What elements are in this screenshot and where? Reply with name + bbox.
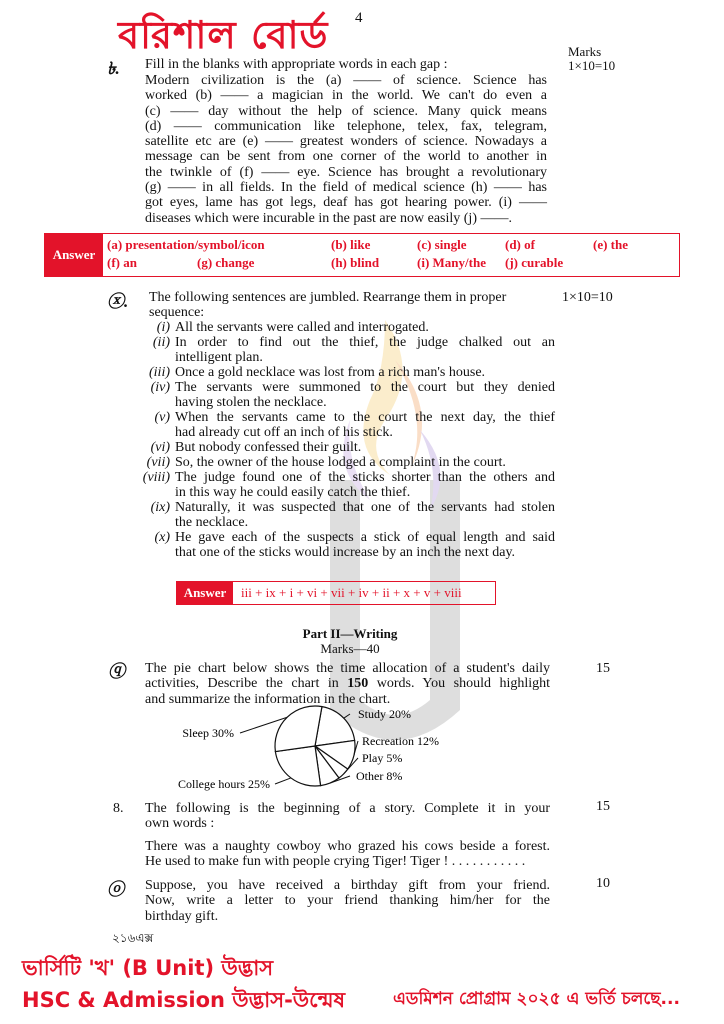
q7-item-text: So, the owner of the house lodged a complaint in the court. <box>175 455 506 470</box>
q-pie-line: The pie chart below shows the time allocation of a student's daily <box>145 661 550 676</box>
q7-item-number: (vi) <box>150 440 170 455</box>
q6-answer-item: (c) single <box>417 237 467 252</box>
q6-answer-item: (f) an <box>107 255 137 270</box>
q7-item-text: that one of the sticks would increase by an inch the next day. <box>175 545 516 560</box>
q7-item-number: (vii) <box>146 455 170 470</box>
pie-leader-line <box>275 778 291 784</box>
q7-answer-box <box>176 581 496 605</box>
q6-passage-line: got eyes, lame has got legs, deaf has got hearing power. (i) —— <box>145 195 547 211</box>
q7-item-text: All the servants were called and interrogated. <box>175 320 429 335</box>
q6-answer-item: (i) Many/the <box>417 255 486 270</box>
footer-line-1: ভার্সিটি 'খ' (B Unit) উদ্ভাস <box>22 956 274 980</box>
q6-passage-line: (c) —— day without the help of science. Many quick means <box>145 103 547 119</box>
q-pie-number: ⓠ <box>108 662 125 681</box>
q7-item-number: (x) <box>154 530 170 545</box>
q9-number: ⓞ <box>107 880 124 899</box>
pie-slice-label: College hours 25% <box>178 777 270 791</box>
q7-item-text: had already cut off an inch of his stick. <box>175 425 393 440</box>
q6-answer-item: (e) the <box>593 237 629 252</box>
q6-answer-item: (h) blind <box>331 255 380 270</box>
q6-answer-item: (a) presentation/symbol/icon <box>107 237 265 252</box>
q7-item-text: He gave each of the suspects a stick of equal length and said <box>175 530 555 545</box>
q7-item-text: intelligent plan. <box>175 350 263 365</box>
q7-item-number: (v) <box>154 410 170 425</box>
q6-passage-line: worked (b) —— a magician in the world. We can't do even a <box>145 88 547 104</box>
q7-item-number: (viii) <box>142 470 170 485</box>
q8-text-line: own words : <box>145 816 215 832</box>
q6-passage-line: (g) —— in all fields. In the field of medical science (h) —— has <box>145 180 547 196</box>
bold-word-count: 150 <box>347 676 369 692</box>
q7-item-text: Once a gold necklace was lost from a rich man's house. <box>175 365 486 380</box>
q6-passage-line: Modern civilization is the (a) —— of science. Science has <box>145 73 547 88</box>
q7-item-text: The judge found one of the sticks shorter than the others and <box>175 470 555 485</box>
q6-answer-item: (g) change <box>197 255 255 270</box>
footer-promo: এডমিশন প্রোগ্রাম ২০২৫ এ ভর্তি চলছে... <box>393 989 680 1009</box>
page-number: 4 <box>355 10 363 26</box>
q6-passage-line: satellite etc are (e) —— greatest wonders of science. Nowadays a <box>145 134 547 150</box>
q8-story-line: He used to make fun with people crying Tiger! Tiger ! . . . . . . . . . . . <box>145 854 526 870</box>
q6-passage-line: the twinkle of (f) —— eye. Science has brought a revolutionary <box>145 164 547 180</box>
q6-instruction: Fill in the blanks with appropriate words in each gap : <box>145 57 448 72</box>
q7-instruction-2: sequence: <box>149 305 205 320</box>
q7-item-number: (ix) <box>150 500 170 515</box>
part2-title: Part II—Writing <box>302 626 398 641</box>
q6-passage <box>145 73 547 226</box>
q9-text-line: Now, write a letter to your friend thanking him/her for the <box>145 893 550 909</box>
q8-story <box>145 839 550 870</box>
paper-code: ২১৬এক্স <box>112 931 154 945</box>
q8-text <box>145 801 550 832</box>
q7-instruction: The following sentences are jumbled. Rearrange them in proper <box>149 290 507 305</box>
footer-line-2: HSC & Admission উদ্ভাস-উন্মেষ <box>22 988 346 1012</box>
q7-item-text: having stolen the necklace. <box>175 395 327 410</box>
pie-slice-label: Other 8% <box>356 769 403 783</box>
q7-item-text: When the servants came to the court the next day, the thief <box>175 410 555 425</box>
q7-number: ⓧ. <box>107 292 129 311</box>
q8-text-line: The following is the beginning of a story. Complete it in your <box>145 801 550 816</box>
part2-marks: Marks—40 <box>320 641 380 656</box>
q7-item-text: the necklace. <box>175 515 249 530</box>
q6-passage-line: message can be sent from one corner of the world to another in <box>145 149 547 165</box>
board-title: বরিশাল বোর্ড <box>118 13 329 57</box>
pie-slice-label: Study 20% <box>358 707 412 721</box>
pie-slice <box>275 746 320 786</box>
q-pie-marks: 15 <box>596 661 610 676</box>
q6-answer-item: (b) like <box>331 237 371 252</box>
pie-slice-label: Recreation 12% <box>362 734 439 748</box>
q6-passage-line: (d) —— communication like telephone, telex, fax, telegram, <box>145 118 547 134</box>
pie-slice <box>275 706 322 752</box>
q9-marks: 10 <box>596 876 610 891</box>
q6-answer-grid <box>103 234 679 276</box>
q6-answer-item: (j) curable <box>505 255 564 270</box>
q7-item-number: (ii) <box>152 335 170 350</box>
q7-item-number: (iv) <box>150 380 170 395</box>
q8-story-line: There was a naughty cowboy who grazed his cows beside a forest. <box>145 839 550 854</box>
q9-text <box>145 878 550 924</box>
q7-item-text: Naturally, it was suspected that one of the servants had stolen <box>175 500 555 515</box>
pie-chart <box>150 700 480 800</box>
q9-text-line: birthday gift. <box>145 908 219 924</box>
q7-marks: 1×10=10 <box>562 290 613 305</box>
q7-item-text: The servants were summoned to the court but they denied <box>175 380 555 395</box>
q7-item-text: in this way he could easily catch the thief. <box>175 485 411 500</box>
q9-text-line: Suppose, you have received a birthday gift from your friend. <box>145 878 550 893</box>
q-pie-line: and summarize the information in the chart. <box>145 691 391 707</box>
q6-passage-line: diseases which were incurable in the past are now easily (j) ——. <box>145 210 512 226</box>
q6-number: ৳. <box>107 59 120 78</box>
q7-item-number: (i) <box>156 320 170 335</box>
q6-marks: 1×10=10 <box>568 58 616 73</box>
q8-number: 8. <box>113 801 124 816</box>
q-pie-line: activities, Describe the chart in 150 words. You should highlight <box>145 676 551 692</box>
pie-slice-label: Sleep 30% <box>182 726 234 740</box>
q7-item-text: But nobody confessed their guilt. <box>175 440 362 455</box>
q7-answer-label: Answer <box>177 582 233 604</box>
q8-marks: 15 <box>596 799 610 814</box>
q7-answer: iii + ix + i + vi + vii + iv + ii + x + v + viii <box>241 585 462 600</box>
q6-answer-item: (d) of <box>505 237 535 252</box>
pie-slice-label: Play 5% <box>362 751 403 765</box>
q6-answer-box <box>44 233 680 277</box>
marks-header: Marks <box>568 44 602 59</box>
q6-answer-label: Answer <box>45 234 103 276</box>
q7-item-number: (iii) <box>149 365 170 380</box>
pie-leader-line <box>344 714 350 718</box>
q7-item-text: In order to find out the thief, the judge chalked out an <box>175 335 555 350</box>
